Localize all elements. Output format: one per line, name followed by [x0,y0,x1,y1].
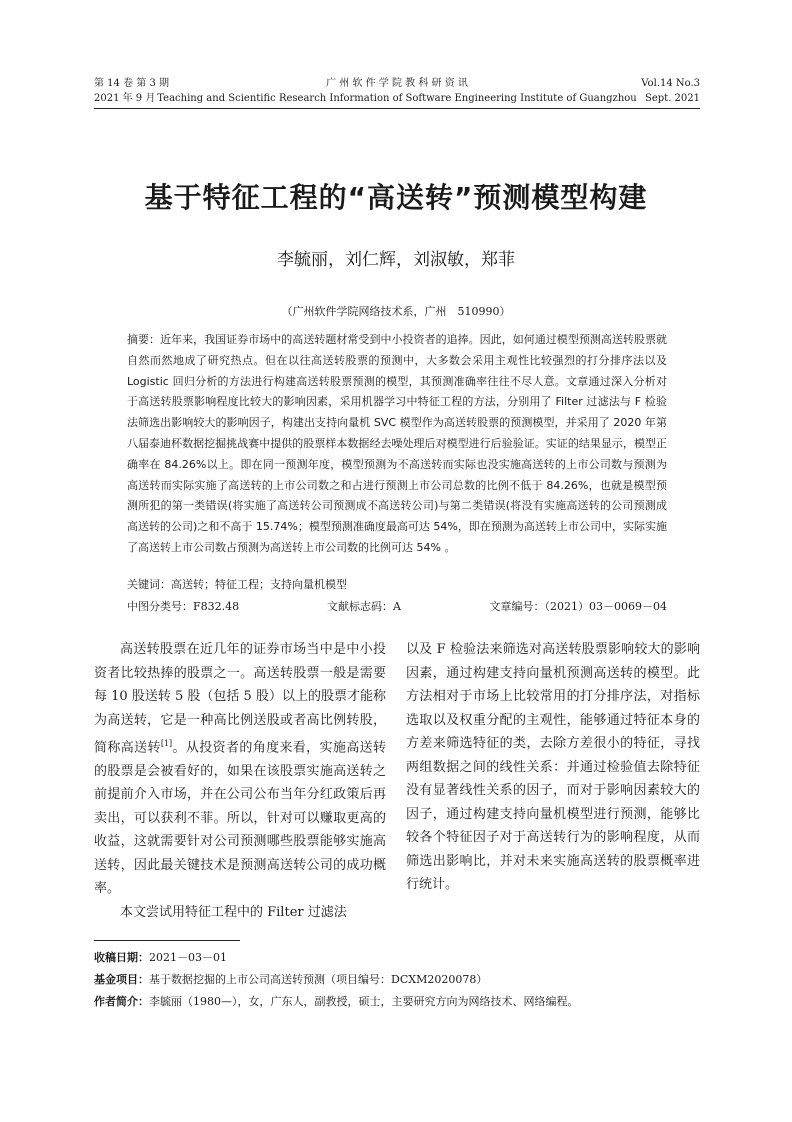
body-paragraph [94,638,386,901]
header-journal-cn: 广 州 软 件 学 院 教 科 研 资 讯 [326,78,468,89]
header-volume-issue: 第 14 卷 第 3 期 [94,78,169,89]
body-paragraph: 本文尝试用特征工程中的 Filter 过滤法 [120,904,347,920]
header-month: Sept. 2021 [645,93,700,104]
footnote-received [94,950,714,966]
footnote-fund [94,972,714,988]
clc-number: 中图分类号：F832.48 [127,600,240,613]
keywords-text: 高送转；特征工程；支持向量机模型 [171,578,347,591]
footnote-label: 作者简介： [94,995,149,1008]
footnote-text: 基于数据挖掘的上市公司高送转预测（项目编号：DCXM2020078） [149,973,488,986]
document-code: 文献标志码：A [327,600,401,613]
header-volume-en [641,76,700,106]
keywords-label: 关键词： [127,578,171,591]
body-column-left [94,638,386,924]
footnote-text: 李毓丽（1980—），女，广东人，副教授，硕士，主要研究方向为网络技术、网络编程。 [149,995,579,1008]
body-text: 。从投资者的角度来看，实施高送转的股票是会被看好的，如果在该股票实施高送转之前提前介入市场，并在公司公布当年分红政策后再卖出，可以获利不菲。所以，针对可以赚取更高的收益，这就需要针对公司预测哪些股票能够实施高送转，因此最关键技术是预测高送转公司的成功概率。 [94,740,386,897]
footnote-text: 2021－03－01 [149,951,227,964]
abstract-text: 近年来，我国证券市场中的高送转题材常受到中小投资者的追捧。因此，如何通过模型预测高送转股票就自然而然地成了研究热点。但在以往高送转股票的预测中，大多数会采用主观性比较强烈的打分排序法以及 Logistic 回归分析的方法进行构建高送转股票预测的模型，其预测准确率往往不尽人意。文章通过深入分析对于高送转股票影响程度比较大的影响因素，采用机器学习中特征工程的方法，分别用了 Filter 过滤法与 F 检验法筛选出影响较大的影响因子，构建出支持向量机 SVC 模型作为高送转股票的预测模型，并采用了 2020 年第八届泰迪杯数据挖掘挑战赛中提供的股票样本数据经去噪处理后对模型进行后验验证。实证的结果显示，模型正确率在 84.26%以上。即在同一预测年度，模型预测为不高送转而实际也没实施高送转的上市公司数与预测为高送转而实际实施了高送转的上市公司数之和占进行预测上市公司总数的比例不低于 84.26%，也就是模型预测所犯的第一类错误(将实施了高送转公司预测成不高送转公司)与第二类错误(将没有实施高送转的公司预测成高送转的公司)之和不高于 15.74%；模型预测准确度最高可达 54%，即在预测为高送转上市公司中，实际实施了高送转上市公司数占预测为高送转上市公司数的比例可达 54% 。 [127,333,667,554]
footnote-label: 收稿日期： [94,951,149,964]
header-divider [94,108,700,109]
header-date: 2021 年 9 月 [94,93,156,104]
abstract-label: 摘要： [127,333,161,346]
affiliation: （广州软件学院网络技术系，广州 510990） [281,305,511,318]
body-paragraph: 以及 F 检验法来筛选对高送转股票影响较大的影响因素，通过构建支持向量机预测高送转的模型。此方法相对于市场上比较常用的打分排序法，对指标选取以及权重分配的主观性，能够通过特征本身的方差来筛选特征的类，去除方差很小的特征，寻找两组数据之间的线性关系：并通过检验值去除特征没有显著线性关系的因子，而对于影响因素较大的因子，通过构建支持向量机模型进行预测，能够比较各个特征因子对于高送转行为的影响程度，从而筛选出影响比，并对未来实施高送转的股票概率进行统计。 [406,642,700,892]
header-vol-no: Vol.14 No.3 [641,78,700,89]
author-list: 李毓丽，刘仁辉，刘淑敏，郑菲 [277,250,515,270]
body-column-right [406,638,700,897]
keywords [127,576,667,592]
footnote-divider [94,940,240,941]
body-text: 高送转股票在近几年的证券市场当中是中小投资者比较热捧的股票之一。高送转股票一般是需要每 10 股送转 5 股（包括 5 股）以上的股票才能称为高送转，它是一种高比例送股或者高比例转股，简称高送转 [94,642,386,756]
paper-title: 基于特征工程的“高送转”预测模型构建 [144,181,648,214]
citation-ref: [1] [160,739,173,748]
abstract [127,330,667,559]
article-number: 文章编号：（2021）03－0069－04 [489,600,667,613]
footnote-author [94,994,714,1010]
header-journal [94,76,700,106]
footnote-label: 基金项目： [94,973,149,986]
header-journal-en: Teaching and Scientific Research Information of Software Engineering Institute of Guangzhou [157,93,637,104]
